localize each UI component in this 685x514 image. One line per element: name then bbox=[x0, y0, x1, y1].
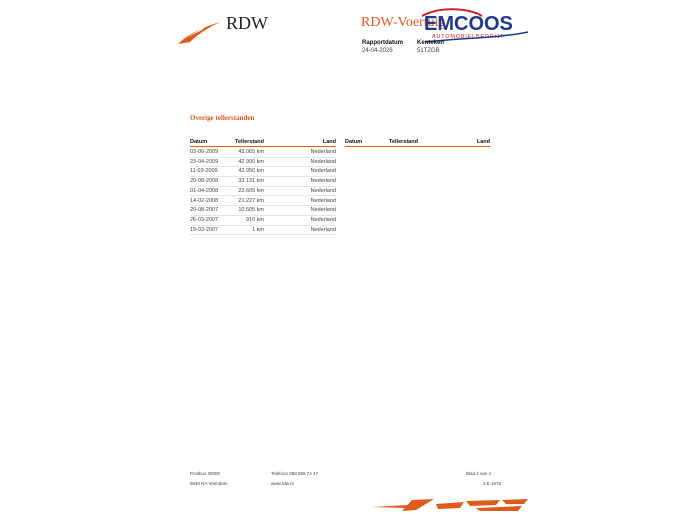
column-reading: Tellerstand bbox=[235, 139, 264, 145]
column-country: Land bbox=[322, 139, 336, 145]
row-reading: 10.505 km bbox=[238, 207, 264, 214]
table-row bbox=[190, 225, 336, 236]
row-country: Nederland bbox=[310, 226, 336, 233]
row-country: Nederland bbox=[310, 149, 336, 155]
row-reading: 1 km bbox=[252, 226, 264, 233]
license-plate-label: Kenteken bbox=[417, 40, 445, 46]
dealer-logo-name: EMCOOS bbox=[424, 13, 513, 35]
table-header bbox=[190, 138, 336, 147]
row-reading: 23.605 km bbox=[238, 187, 264, 194]
row-date: 26-03-2007 bbox=[190, 216, 219, 223]
row-date: 01-04-2008 bbox=[190, 187, 219, 194]
org-name: RDW bbox=[226, 13, 268, 33]
row-country: Nederland bbox=[310, 197, 336, 204]
section-title: Overige tellerstanden bbox=[190, 114, 255, 122]
license-plate-value: 51TZGB bbox=[417, 48, 440, 54]
report-date-label: Rapportdatum bbox=[362, 40, 403, 46]
column-reading: Tellerstand bbox=[389, 139, 418, 145]
odometer-table-left bbox=[190, 138, 336, 238]
report-date-value: 24-04-2026 bbox=[362, 48, 393, 54]
rdw-logo-icon bbox=[176, 18, 222, 46]
row-date: 14-02-2008 bbox=[190, 197, 219, 204]
row-reading: 43.065 km bbox=[238, 149, 264, 155]
footer-phone: Telefoon 088 008 74 47 bbox=[271, 471, 319, 476]
row-reading: 910 km bbox=[245, 216, 264, 223]
footer-postbus: Postbus 30000 bbox=[190, 471, 221, 476]
row-reading: 33.131 km bbox=[238, 178, 264, 185]
row-date: 23-04-2009 bbox=[190, 158, 219, 165]
footer-postcode: 9640 RA Veendam bbox=[190, 481, 228, 486]
row-date: 20-08-2007 bbox=[190, 207, 219, 214]
row-reading: 42.990 km bbox=[238, 158, 264, 165]
row-date: 03-06-2009 bbox=[190, 149, 219, 155]
footer-stripes-decoration bbox=[372, 498, 528, 512]
row-date: 19-03-2007 bbox=[190, 226, 219, 233]
footer-website[interactable]: www.rdw.nl bbox=[271, 481, 294, 486]
document-title: RDW-Voertuig bbox=[361, 15, 446, 30]
dealer-logo-tagline: AUTOMOBIELBEDRIJF bbox=[432, 34, 505, 40]
footer-page-number: Blad 2 van 4 bbox=[466, 471, 492, 476]
row-country: Nederland bbox=[310, 168, 336, 175]
row-country: Nederland bbox=[310, 207, 336, 214]
row-country: Nederland bbox=[310, 158, 336, 165]
footer-code: 3.E.1978 bbox=[483, 481, 502, 486]
row-date: 20-08-2008 bbox=[190, 178, 219, 185]
column-country: Land bbox=[476, 139, 490, 145]
row-country: Nederland bbox=[310, 178, 336, 185]
column-date: Datum bbox=[345, 139, 363, 145]
table-header bbox=[345, 138, 490, 147]
row-reading: 42.950 km bbox=[238, 168, 264, 175]
row-country: Nederland bbox=[310, 216, 336, 223]
row-date: 11-03-2009 bbox=[190, 168, 218, 175]
odometer-table-right bbox=[345, 138, 490, 148]
column-date: Datum bbox=[190, 139, 208, 145]
row-reading: 21.227 km bbox=[238, 197, 264, 204]
emcoos-dealer-logo bbox=[420, 8, 532, 44]
row-country: Nederland bbox=[310, 187, 336, 194]
